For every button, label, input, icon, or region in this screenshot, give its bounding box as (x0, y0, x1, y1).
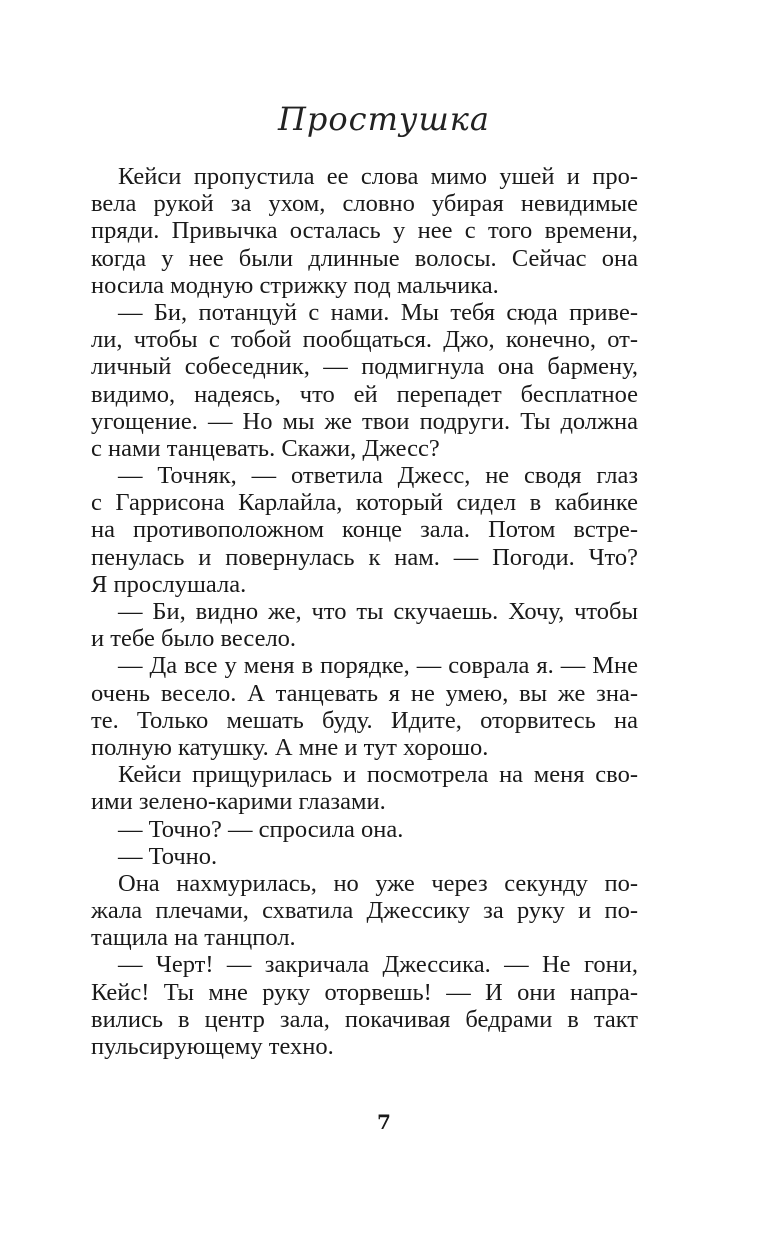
text-line: Кейси прищурилась и посмотрела на меня сво- (118, 761, 638, 789)
text-line: когда у нее были длинные волосы. Сейчас она (91, 244, 638, 272)
text-line: очень весело. А танцевать я не умею, вы же зна- (91, 679, 638, 707)
text-line: тащила на танцпол. (91, 924, 296, 952)
text-line: видимо, надеясь, что ей перепадет бесплатное (91, 380, 638, 408)
paragraph (118, 843, 638, 870)
text-line: пульсирующему техно. (91, 1033, 334, 1060)
text-line: Кейси пропустила ее слова мимо ушей и про- (118, 163, 638, 190)
running-title: Простушка (278, 100, 490, 138)
text-line: ими зелено-карими глазами. (91, 788, 386, 816)
text-line: с Гаррисона Карлайла, который сидел в кабинке (91, 489, 638, 517)
text-line: — Би, видно же, что ты скучаешь. Хочу, чтобы (118, 598, 638, 625)
paragraph (118, 816, 638, 843)
paragraph (91, 598, 638, 653)
text-line: носила модную стрижку под мальчика. (91, 271, 499, 299)
text-line: личный собеседник, — подмигнула она бармену, (91, 353, 638, 381)
text-line: — Би, потанцуй с нами. Мы тебя сюда приве- (118, 298, 638, 326)
paragraph (91, 761, 638, 816)
running-header (0, 100, 768, 138)
text-line: — Черт! — закричала Джессика. — Не гони, (118, 951, 638, 979)
text-line: жала плечами, схватила Джессику за руку и по- (91, 897, 638, 925)
text-line: вились в центр зала, покачивая бедрами в такт (91, 1005, 638, 1033)
text-line: Кейс! Ты мне руку оторвешь! — И они напра- (91, 978, 638, 1006)
text-line: — Точно. (118, 842, 218, 870)
text-line: — Да все у меня в порядке, — соврала я. — Мне (118, 652, 638, 680)
paragraph (91, 951, 638, 1060)
text-line: и тебе было весело. (91, 625, 297, 653)
text-line: — Точно? — спросила она. (118, 815, 404, 843)
text-line: полную катушку. А мне и тут хорошо. (91, 733, 489, 761)
paragraph (91, 869, 638, 952)
text-line: Я прослушала. (91, 570, 247, 598)
text-line: с нами танцевать. Скажи, Джесс? (91, 434, 440, 462)
text-line: угощение. — Но мы же твои подруги. Ты должна (91, 407, 638, 435)
paragraph (91, 462, 638, 598)
paragraph (91, 298, 638, 462)
paragraph (91, 163, 638, 299)
paragraph (91, 652, 638, 761)
text-line: — Точняк, — ответила Джесс, не сводя глаз (118, 462, 638, 490)
text-line: на противоположном конце зала. Потом встре- (91, 516, 638, 544)
text-line: вела рукой за ухом, словно убирая невидимые (91, 190, 638, 218)
text-line: ли, чтобы с тобой пообщаться. Джо, конечно, от- (91, 326, 638, 354)
text-line: Она нахмурилась, но уже через секунду по- (118, 869, 638, 897)
text-line: пряди. Привычка осталась у нее с того времени, (91, 217, 638, 245)
body-text (91, 163, 638, 1060)
text-line: те. Только мешать буду. Идите, оторвитесь на (91, 706, 638, 734)
page-number: 7 (377, 1110, 391, 1134)
text-line: пенулась и повернулась к нам. — Погоди. Что? (91, 543, 638, 571)
